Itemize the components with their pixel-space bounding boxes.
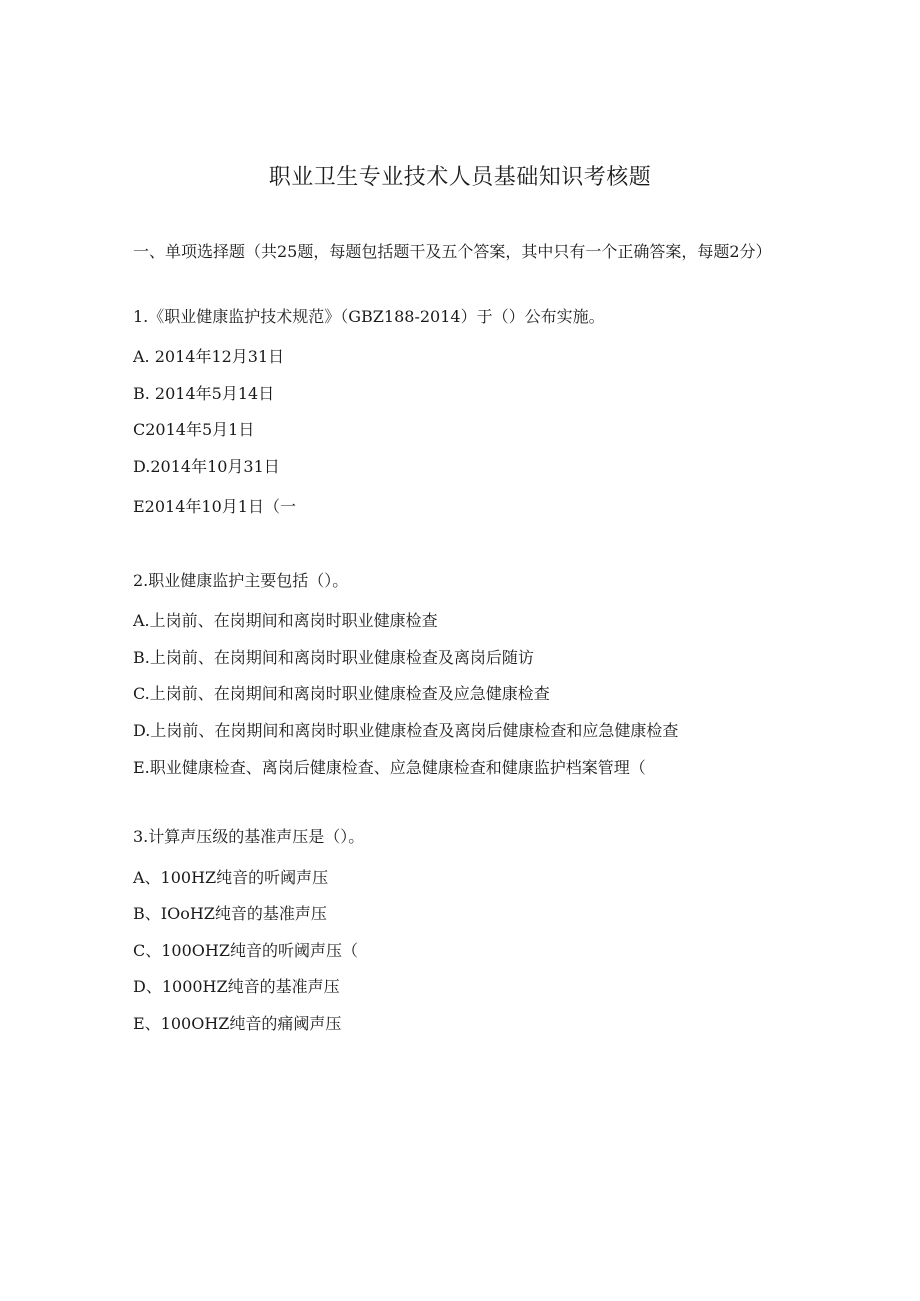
question-1-option-b: B. 2014年5月14日: [133, 384, 275, 403]
question-3-option-c: C、100OHZ纯音的听阈声压（: [133, 941, 358, 960]
question-3-option-a: A、100HZ纯音的听阈声压: [133, 868, 329, 887]
question-2-option-a: A.上岗前、在岗期间和离岗时职业健康检查: [133, 611, 438, 630]
question-2-option-e: E.职业健康检查、离岗后健康检查、应急健康检查和健康监护档案管理（: [133, 758, 646, 777]
question-2-stem: 2.职业健康监护主要包括（）。: [133, 571, 349, 590]
question-2-option-d: D.上岗前、在岗期间和离岗时职业健康检查及离岗后健康检查和应急健康检查: [133, 721, 679, 740]
question-1-option-c: C2014年5月1日: [133, 420, 255, 439]
page-title: 职业卫生专业技术人员基础知识考核题: [268, 165, 652, 190]
question-1-option-a: A. 2014年12月31日: [133, 347, 285, 366]
question-2-option-b: B.上岗前、在岗期间和离岗时职业健康检查及离岗后随访: [133, 648, 534, 667]
question-3-option-d: D、1000HZ纯音的基准声压: [133, 977, 340, 996]
question-1-option-e: E2014年10月1日（一: [133, 497, 296, 516]
question-3-option-b: B、IOoHZ纯音的基准声压: [133, 904, 327, 923]
question-3-option-e: E、100OHZ纯音的痛阈声压: [133, 1014, 342, 1033]
question-2-option-c: C.上岗前、在岗期间和离岗时职业健康检查及应急健康检查: [133, 684, 550, 703]
question-3-stem: 3.计算声压级的基准声压是（）。: [133, 827, 365, 846]
question-1-stem: 1.《职业健康监护技术规范》（GBZ188-2014）于（）公布实施。: [133, 307, 605, 326]
section-heading: 一、单项选择题（共25题，每题包括题干及五个答案，其中只有一个正确答案，每题2分）: [133, 242, 772, 261]
question-1-option-d: D.2014年10月31日: [133, 457, 280, 476]
